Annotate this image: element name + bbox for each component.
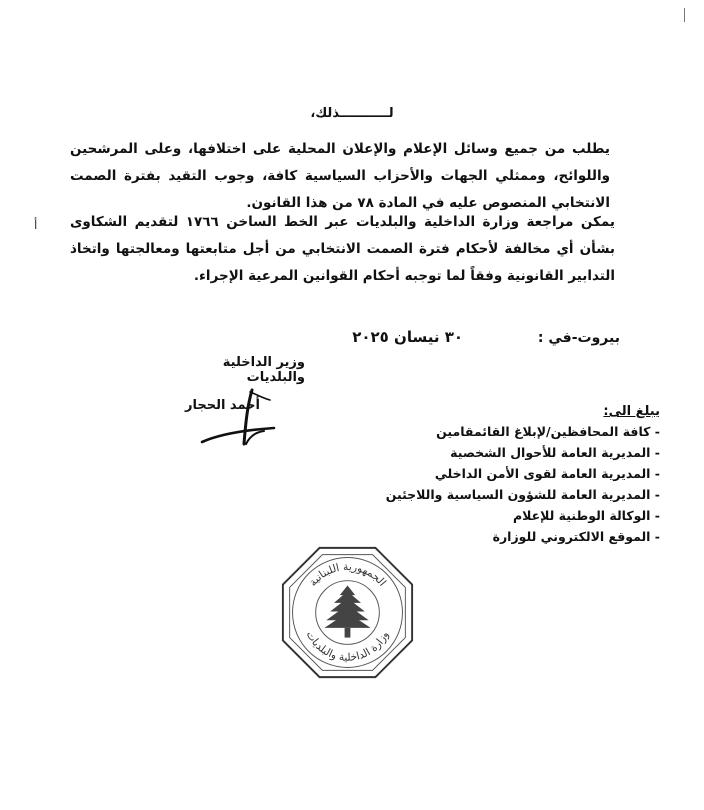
date-value: ٣٠ نيسان ٢٠٢٥ (352, 328, 464, 346)
list-item: - الموقع الالكتروني للوزارة (492, 529, 660, 544)
paragraph-hotline-complaints: يمكن مراجعة وزارة الداخلية والبلديات عبر الخط الساخن ١٧٦٦ لتقديم الشكاوى بشأن أي مخالفة لأحكام فترة الصمت الانتخابي من أجل متابعتها ومعالجتها واتخاذ التدابير القانونية وفقاً لما توجبه أحكام القوانين المرعية الإجراء. (70, 214, 615, 284)
section-heading: لـــــــــــذلك، (310, 106, 394, 121)
distribution-heading: يبلغ الى: (603, 404, 660, 419)
seal-text-top: الجمهورية اللبنانية (306, 561, 389, 589)
signature (190, 384, 280, 464)
distribution-list (385, 421, 660, 547)
date-label: بيروت-في : (537, 330, 620, 346)
corner-mark (684, 8, 685, 22)
list-item: - المديرية العامة لقوى الأمن الداخلي (434, 466, 660, 481)
ministry-seal (280, 545, 415, 680)
signer-name: أحمد الحجار (184, 398, 260, 413)
distribution-block (385, 404, 660, 547)
minister-title: وزير الداخلية والبلديات (222, 355, 305, 385)
list-item: - الوكالة الوطنية للإعلام (512, 508, 660, 523)
list-item: - المديرية العامة للشؤون السياسية واللاجئين (385, 487, 660, 502)
margin-mark: أ (34, 218, 38, 232)
seal-text-bottom: وزارة الداخلية والبلديات (303, 629, 392, 664)
list-item: - المديرية العامة للأحوال الشخصية (450, 445, 660, 460)
list-item: - كافة المحافظين/لإبلاغ القائمقامين (436, 424, 660, 439)
cedar-tree-icon (324, 586, 370, 638)
date-line (352, 328, 620, 346)
paragraph-silence-obligation: يطلب من جميع وسائل الإعلام والإعلان المحلية على اختلافها، وعلى المرشحين واللوائح، وممثلي الجهات والأحزاب السياسية كافة، وجوب التقيد بفترة الصمت الانتخابي المنصوص عليه في المادة ٧٨ من هذا القانون. (70, 141, 610, 211)
